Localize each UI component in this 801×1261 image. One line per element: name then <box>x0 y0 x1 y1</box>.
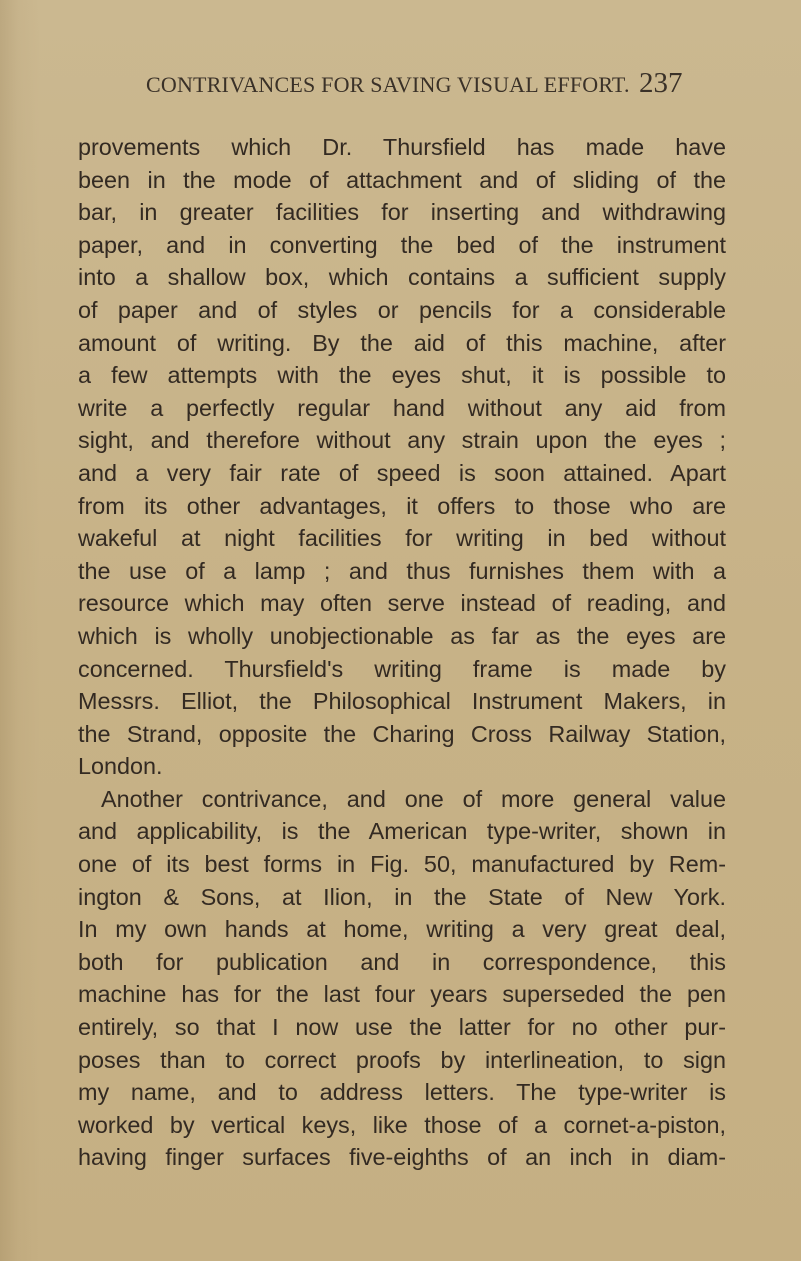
body-text <box>78 131 726 1174</box>
text-line: poses than to correct proofs by interlineation, to sign <box>78 1046 726 1073</box>
text-line: a few attempts with the eyes shut, it is possible to <box>78 362 726 389</box>
text-line: and a very fair rate of speed is soon attained. Apart <box>78 459 726 486</box>
text-line: ington & Sons, at Ilion, in the State of New York. <box>78 883 726 910</box>
text-line: into a shallow box, which contains a sufficient supply <box>78 264 726 291</box>
text-line: from its other advantages, it offers to those who are <box>78 492 726 519</box>
text-line: having finger surfaces five-eighths of an inch in diam- <box>78 1144 726 1171</box>
text-line: London. <box>78 753 163 780</box>
text-line: machine has for the last four years superseded the pen <box>78 981 726 1008</box>
text-line: In my own hands at home, writing a very great deal, <box>78 916 726 943</box>
text-line: resource which may often serve instead of reading, and <box>78 590 726 617</box>
text-line: the use of a lamp ; and thus furnishes them with a <box>78 557 726 584</box>
text-line: which is wholly unobjectionable as far as the eyes are <box>78 622 726 649</box>
text-line: entirely, so that I now use the latter for no other pur- <box>78 1014 726 1041</box>
text-line: bar, in greater facilities for inserting and withdrawing <box>78 199 726 226</box>
text-line: the Strand, opposite the Charing Cross Railway Station, <box>78 720 726 747</box>
text-line: my name, and to address letters. The type-writer is <box>78 1079 726 1106</box>
text-line: concerned. Thursfield's writing frame is made by <box>78 655 726 682</box>
text-line: write a perfectly regular hand without any aid from <box>78 394 726 421</box>
text-line: amount of writing. By the aid of this machine, after <box>78 329 726 356</box>
running-head: CONTRIVANCES FOR SAVING VISUAL EFFORT. <box>146 72 630 97</box>
text-line: provements which Dr. Thursfield has made have <box>78 134 726 160</box>
text-line: paper, and in converting the bed of the instrument <box>78 231 726 258</box>
text-line: Messrs. Elliot, the Philosophical Instrument Makers, in <box>78 688 726 715</box>
text-line: both for publication and in correspondence, this <box>78 948 726 975</box>
text-line: one of its best forms in Fig. 50, manufactured by Rem- <box>78 851 726 878</box>
text-line: sight, and therefore without any strain upon the eyes ; <box>78 427 726 454</box>
text-line: been in the mode of attachment and of sliding of the <box>78 166 726 193</box>
text-line: of paper and of styles or pencils for a considerable <box>78 296 726 323</box>
text-line: and applicability, is the American type-writer, shown in <box>78 818 726 845</box>
text-line: worked by vertical keys, like those of a cornet-a-piston, <box>78 1111 726 1138</box>
page-number: 237 <box>639 67 683 99</box>
text-line: Another contrivance, and one of more general value <box>101 785 726 812</box>
text-line: wakeful at night facilities for writing in bed without <box>78 525 726 552</box>
